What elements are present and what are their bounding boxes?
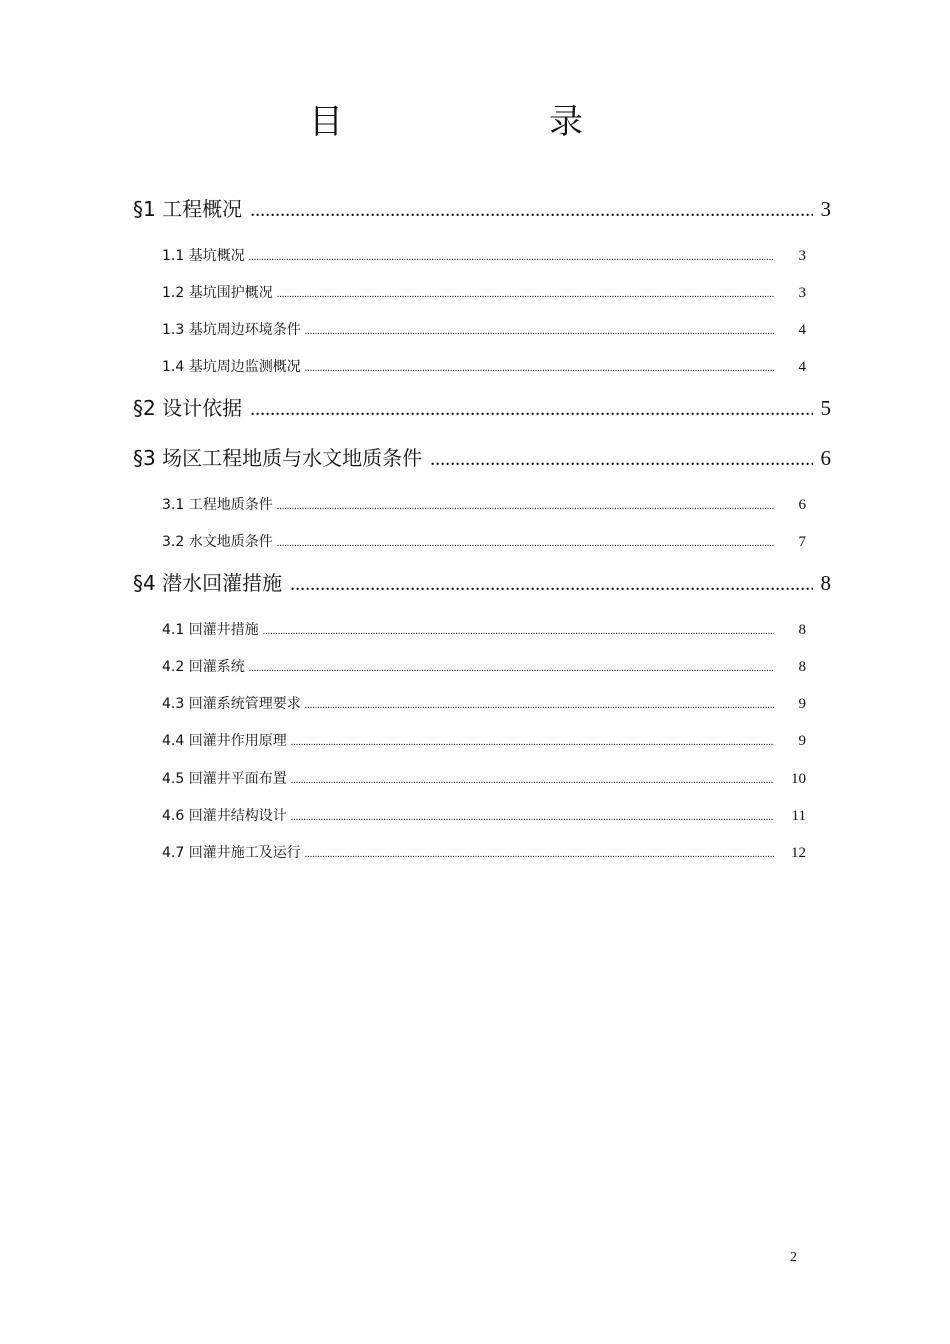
toc-section-entry[interactable] [162, 495, 806, 517]
toc-entry-label: 1.4 基坑周边监测概况 [162, 359, 301, 375]
toc-entry-page-number: 10 [791, 771, 806, 787]
toc-entry-label: 4.2 回灌系统 [162, 659, 245, 675]
toc-entry-label: 3.1 工程地质条件 [162, 497, 273, 513]
toc-section-entry[interactable] [162, 806, 806, 828]
dot-leader [305, 322, 774, 342]
toc-entry-label: 3.2 水文地质条件 [162, 534, 273, 550]
dot-leader [277, 534, 774, 554]
toc-section-entry[interactable] [162, 283, 806, 305]
toc-title: 目 录 [309, 102, 629, 142]
toc-section-entry[interactable] [162, 731, 806, 753]
toc-chapter-entry[interactable] [133, 395, 831, 422]
toc-entry-page-number: 3 [820, 197, 831, 221]
toc-chapter-entry[interactable] [133, 570, 831, 597]
toc-entry-page-number: 9 [798, 733, 806, 749]
toc-entry-page-number: 3 [798, 285, 806, 301]
dot-leader [249, 248, 774, 268]
toc-entry-page-number: 12 [791, 845, 806, 861]
toc-entry-page-number: 8 [798, 659, 806, 675]
toc-entry-label: 1.3 基坑周边环境条件 [162, 322, 301, 338]
toc-section-entry[interactable] [162, 320, 806, 342]
dot-leader [263, 622, 774, 642]
toc-section-entry[interactable] [162, 620, 806, 642]
toc-entry-label: 4.7 回灌井施工及运行 [162, 845, 301, 861]
dot-leader [291, 771, 774, 791]
toc-entry-page-number: 4 [798, 322, 806, 338]
dot-leader [290, 571, 813, 597]
toc-section-entry[interactable] [162, 657, 806, 679]
toc-entry-page-number: 3 [798, 248, 806, 264]
dot-leader [291, 808, 774, 828]
dot-leader [430, 446, 813, 472]
toc-section-entry[interactable] [162, 246, 806, 268]
toc-entry-label: §3 场区工程地质与水文地质条件 [133, 446, 423, 470]
toc-entry-label: §1 工程概况 [133, 197, 243, 221]
toc-section-entry[interactable] [162, 357, 806, 379]
toc-section-entry[interactable] [162, 532, 806, 554]
toc-entry-page-number: 7 [798, 534, 806, 550]
dot-leader [305, 845, 774, 865]
toc-chapter-entry[interactable] [133, 445, 831, 472]
toc-entry-label: 4.3 回灌系统管理要求 [162, 696, 301, 712]
toc-section-entry[interactable] [162, 694, 806, 716]
toc-entry-label: 1.1 基坑概况 [162, 248, 245, 264]
dot-leader [250, 197, 813, 223]
toc-entry-page-number: 11 [791, 808, 806, 824]
dot-leader [277, 285, 774, 305]
toc-entry-label: §2 设计依据 [133, 396, 243, 420]
toc-entry-label: 1.2 基坑围护概况 [162, 285, 273, 301]
toc-chapter-entry[interactable] [133, 196, 831, 223]
toc-entry-label: §4 潜水回灌措施 [133, 571, 283, 595]
toc-section-entry[interactable] [162, 843, 806, 865]
dot-leader [249, 659, 774, 679]
toc-entry-page-number: 5 [820, 396, 831, 420]
toc-entry-label: 4.1 回灌井措施 [162, 622, 259, 638]
dot-leader [305, 359, 774, 379]
toc-entry-page-number: 9 [798, 696, 806, 712]
dot-leader [291, 733, 774, 753]
toc-entry-page-number: 8 [820, 571, 831, 595]
toc-entry-label: 4.4 回灌井作用原理 [162, 733, 287, 749]
toc-entry-label: 4.6 回灌井结构设计 [162, 808, 287, 824]
toc-entry-page-number: 6 [798, 497, 806, 513]
dot-leader [250, 396, 813, 422]
dot-leader [305, 696, 774, 716]
toc-entry-label: 4.5 回灌井平面布置 [162, 771, 287, 787]
page-number: 2 [790, 1250, 797, 1265]
toc-entry-page-number: 6 [820, 446, 831, 470]
toc-section-entry[interactable] [162, 769, 806, 791]
toc-entry-page-number: 4 [798, 359, 806, 375]
dot-leader [277, 497, 774, 517]
toc-entry-page-number: 8 [798, 622, 806, 638]
